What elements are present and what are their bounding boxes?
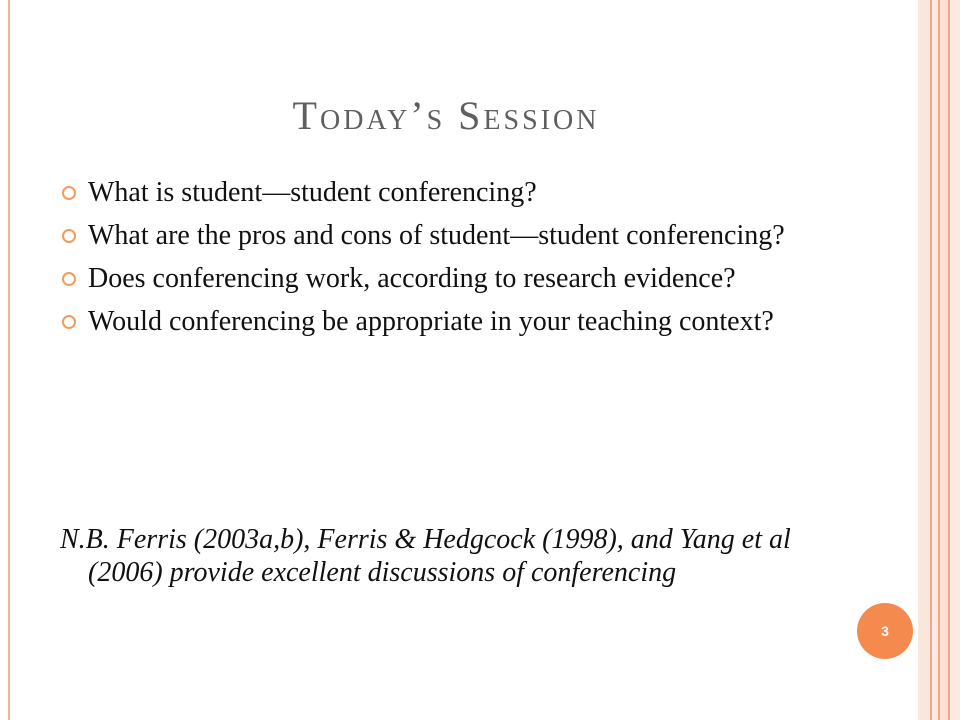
- bullet-text: Would conferencing be appropriate in your teaching context?: [88, 306, 774, 337]
- slide-title: Today’s Session: [292, 93, 600, 138]
- bullet-item: [60, 305, 860, 338]
- decorative-stripe: [950, 0, 960, 720]
- bullet-text: Does conferencing work, according to research evidence?: [88, 263, 736, 294]
- page-number-badge: 3: [857, 603, 913, 659]
- circle-bullet-icon: [62, 229, 76, 243]
- circle-bullet-icon: [62, 186, 76, 200]
- circle-bullet-icon: [62, 315, 76, 329]
- bullet-text: What are the pros and cons of student—student conferencing?: [88, 220, 785, 251]
- bullet-text: What is student—student conferencing?: [88, 177, 537, 208]
- decorative-stripe: [918, 0, 930, 720]
- bullet-item: [60, 262, 860, 295]
- circle-bullet-icon: [62, 272, 76, 286]
- bullet-list: [60, 176, 860, 348]
- decorative-stripe: [940, 0, 948, 720]
- bullet-item: [60, 219, 860, 252]
- reference-note: N.B. Ferris (2003a,b), Ferris & Hedgcock (1998), and Yang et al (2006) provide excellent discussions of conferencing: [60, 524, 791, 588]
- bullet-item: [60, 176, 860, 209]
